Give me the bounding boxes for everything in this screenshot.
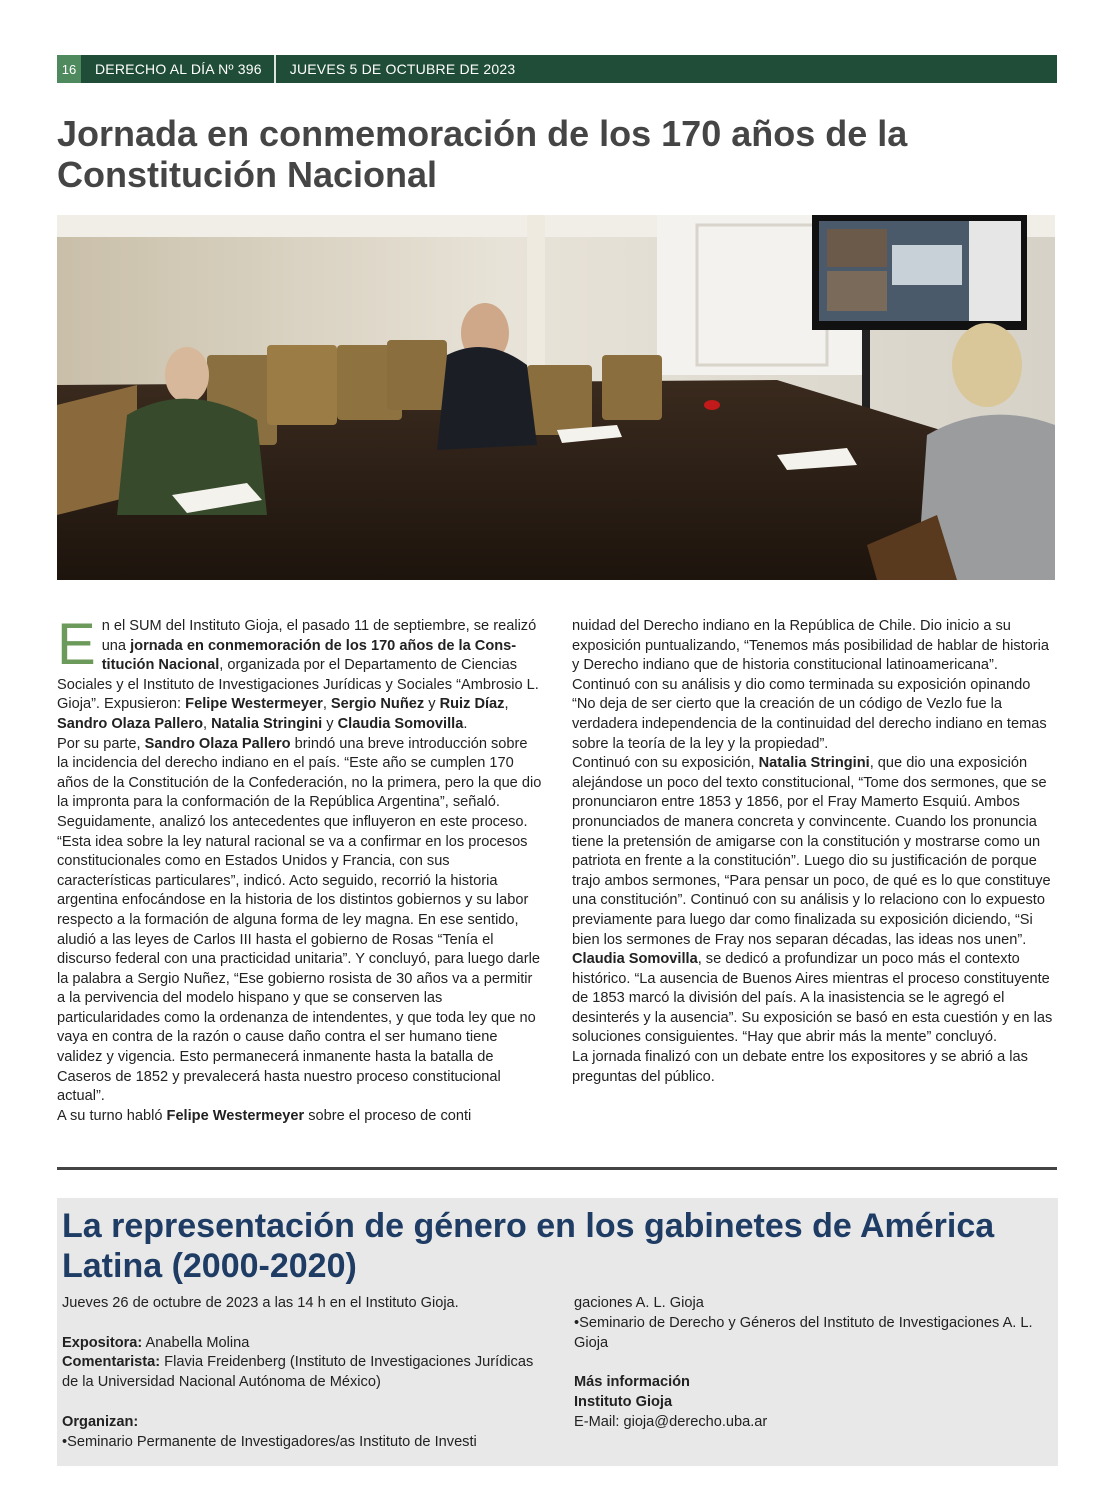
publication-name: DERECHO AL DÍA Nº 396 — [95, 61, 262, 77]
text-run: brindó una breve introducción sobre la incidencia del derecho indiano en el país. “Este año se cumplen 170 años de la Constitución de la Confederación, no la primera, pero la que dio la impronta para la conformación de la República Argentina”, señaló. Seguidamente, analizó los antecedentes que influyeron en este proceso. “Esta idea sobre la ley natural racional se va a confirmar en los procesos constitucionales como en Estados Unidos y Francia, con sus características particulares”, indicó. Acto seguido, recorrió la historia argentina enfocándose en la historia de los distintos gobiernos y su labor respecto a la formación de alguna forma de ley magna. En ese sentido, aludió a las leyes de Carlos III hasta el gobierno de Rosas “Tenía el discurso federal con una practicidad unitaria”. Y concluyó, para luego darle la palabra a Sergio Nuñez, “Ese gobierno rosista de 30 años va a permitir a la pervivencia del modelo hispano y que se conserven las particularidades como la ordenanza de intendentes, y que toda ley que no vaya en contra de la razón o cause daño contra el ser humano tiene validez y vigencia. Esto permanecerá inmanente hasta la batalla de Caseros de 1852 y prevalecerá hasta nuestro proceso constitucional actual”. — [57, 735, 542, 1105]
bold-text: Natalia Stringini — [211, 715, 323, 732]
article-paragraph — [572, 617, 1057, 754]
text-run: nuidad del Derecho indiano en la República de Chile. Dio inicio a su exposición puntualizando, “Tenemos más posibilidad de hablar de historia y Derecho indiano que de historia constitucional latinoamericana”. Continuó con su análisis y dio como terminada su exposición opinando “No deja de ser cierto que la creación de un código de Vezlo fue la verdadera independencia de la continuidad del derecho indiano en temas sobre la teoría de la ley y la propiedad”. — [572, 618, 1050, 752]
organizer-item-continued: gaciones A. L. Gioja — [574, 1295, 704, 1311]
text-run: y — [322, 715, 338, 732]
organizers-label: Organizan: — [62, 1413, 139, 1430]
header-bar — [57, 55, 1057, 83]
bold-text: Sandro Olaza Pallero — [144, 735, 291, 752]
organizer-item: •Seminario de Derecho y Géneros del Instituto de Investigaciones A. L. Gioja — [574, 1314, 1033, 1351]
article-photo — [57, 215, 1055, 580]
text-run: , se dedicó a profundizar un poco más el contexto histórico. “La ausencia de Buenos Aires mientras el proceso constituyente de 1853 marcó la división del país. A la inasistencia se le agregó el desinterés y la ausencia”. Su exposición se basó en esta cuestión y en las soluciones consiguientes. “Hay que abrir más la mente” concluyó. — [572, 951, 1053, 1046]
article-paragraph — [572, 754, 1057, 950]
text-run: Continuó con su exposición, — [572, 755, 759, 772]
article-paragraph — [57, 612, 542, 735]
text-run: A su turno habló — [57, 1107, 167, 1124]
text-run: , que dio una exposición alejándose un poco del texto constitucional, “Tome dos sermones, que se pronunciaron entre 1853 y 1856, por el Fray Mamerto Esquiú. Ambos pronunciados de manera concreta y convincente. Cuando los pronuncia tiene la pretensión de amigarse con la constitución y mostrarse como un patriota en frente a la constitución”. Luego dio su justificación de porque trajo ambos sermones, “Para pensar un poco, de qué es lo que constituye una constitución”. Continuó con su análisis y lo relaciono con lo expuesto previamente para luego dar como finalizada su exposición diciendo, “Si bien los sermones de Fray nos separan décadas, las ideas nos unen”. — [572, 755, 1051, 948]
event-speaker — [62, 1334, 538, 1354]
commentator-name: Flavia Freidenberg (Instituto de Investigaciones Jurídicas de la Universidad Nacional Autónoma de México) — [62, 1354, 534, 1391]
event-commentator — [62, 1353, 538, 1393]
bold-text: Felipe Westermeyer — [166, 1107, 305, 1124]
text-run: La jornada finalizó con un debate entre los expositores y se abrió a las preguntas del público. — [572, 1049, 1028, 1085]
text-run: , — [504, 696, 509, 713]
bold-text: Sergio Nuñez — [330, 696, 425, 713]
contact-email[interactable]: E-Mail: gioja@derecho.uba.ar — [574, 1413, 768, 1430]
bold-text: Natalia Stringini — [758, 755, 870, 772]
speaker-label: Expositora: — [62, 1334, 143, 1351]
text-run: Por su parte, — [57, 735, 145, 752]
institute-name: Instituto Gioja — [574, 1393, 673, 1410]
bold-text: Ruiz Díaz — [439, 696, 505, 713]
publication-date: JUEVES 5 DE OCTUBRE DE 2023 — [289, 61, 516, 77]
text-run: . — [463, 715, 468, 732]
text-run: , — [322, 696, 331, 713]
article-column-1 — [57, 612, 542, 1126]
bold-text: jornada en conmemoración de los 170 años de la Constitución Nacional — [101, 637, 517, 674]
text-run: , organizada por el Departamento de Ciencias Sociales y el Instituto de Investigaciones Jurídicas y Sociales “Ambrosio L. Gioja”. Expusieron: — [57, 657, 539, 713]
photo-conference-room-icon — [57, 215, 1055, 580]
section-divider — [57, 1167, 1057, 1170]
text-run: sobre el proceso de conti — [304, 1107, 472, 1124]
article-paragraph — [572, 950, 1057, 1048]
article-paragraph — [57, 735, 542, 1107]
dropcap: E — [57, 612, 96, 677]
page-number: 16 — [57, 55, 81, 83]
bold-text: Claudia Somovilla — [572, 951, 698, 968]
event-details — [62, 1294, 1057, 1452]
event-column-2 — [574, 1294, 1050, 1452]
commentator-label: Comentarista: — [62, 1354, 161, 1371]
header-separator — [274, 55, 276, 83]
text-run: , — [203, 715, 212, 732]
bold-text: Felipe Westermeyer — [185, 696, 323, 713]
organizer-item: •Seminario Permanente de Investigadores/as Instituto de Investi — [62, 1433, 477, 1450]
text-run: n el SUM del Instituto Gioja, el pasado 11 de septiembre, se realizó una — [101, 618, 537, 654]
text-run: y — [424, 696, 440, 713]
event-title: La representación de género en los gabinetes de América Latina (2000-2020) — [62, 1207, 995, 1285]
bold-text: Sandro Olaza Pallero — [57, 715, 203, 732]
article-title: Jornada en conmemoración de los 170 años de la Constitución Nacional — [57, 113, 908, 195]
speaker-name: Anabella Molina — [142, 1334, 250, 1351]
bold-text: Claudia Somovilla — [337, 715, 464, 732]
event-box — [57, 1198, 1058, 1466]
article-paragraph — [57, 1107, 542, 1127]
more-info-label: Más información — [574, 1374, 690, 1391]
article-body — [57, 612, 1057, 1126]
event-column-1 — [62, 1294, 538, 1452]
event-date: Jueves 26 de octubre de 2023 a las 14 h en el Instituto Gioja. — [62, 1295, 459, 1311]
article-paragraph — [572, 1048, 1057, 1087]
article-column-2 — [572, 617, 1057, 1126]
